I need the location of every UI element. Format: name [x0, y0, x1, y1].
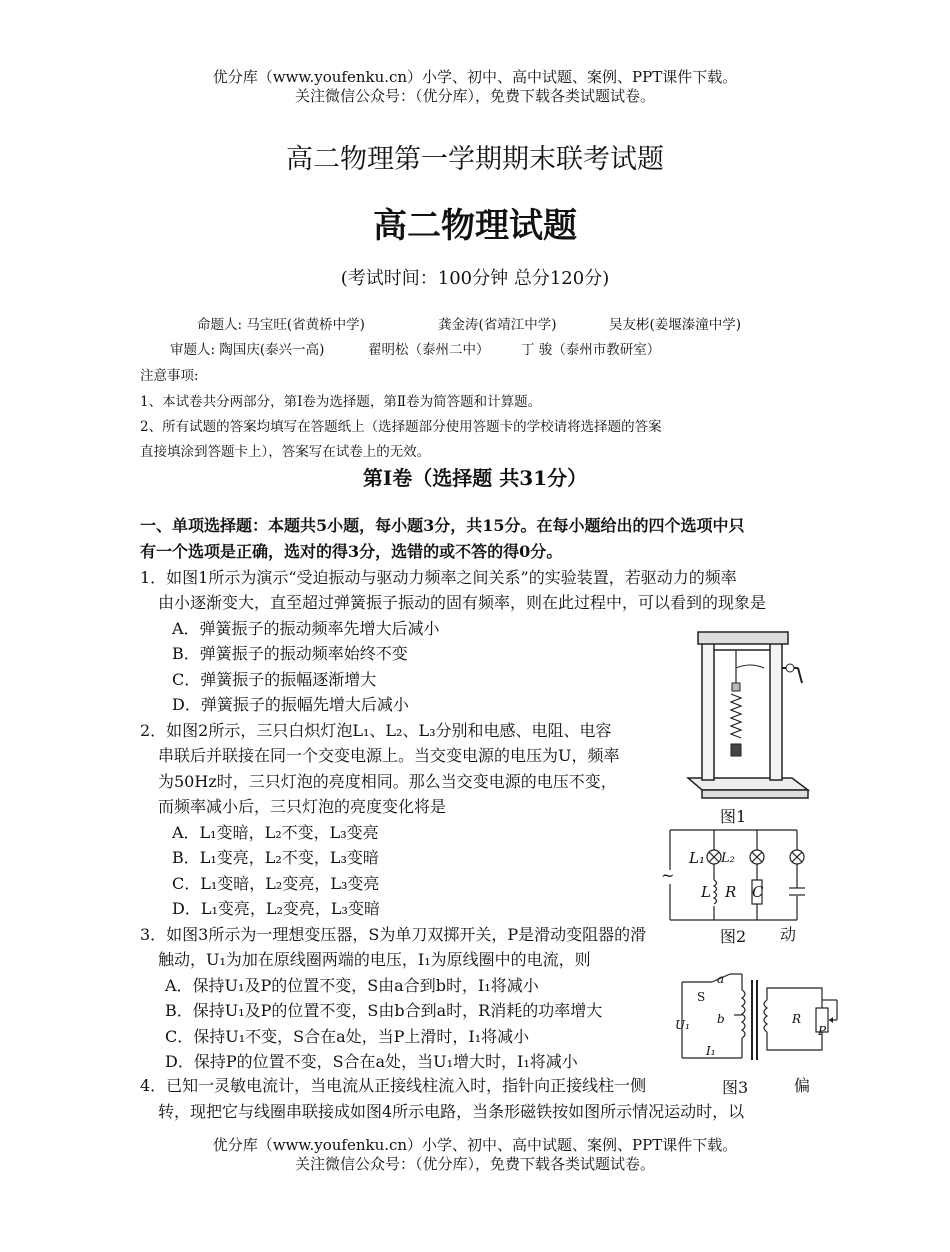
author-1: 命题人: 马宝旺(省黄桥中学)	[197, 317, 365, 333]
q1-option-a: A．弹簧振子的振动频率先增大后减小	[172, 619, 440, 638]
figure-3-transformer	[672, 970, 842, 1070]
figure-1-caption: 图1	[720, 807, 747, 826]
fig3-label-r: R	[792, 1012, 802, 1026]
figure-2-caption: 图2	[720, 927, 747, 946]
q1-option-b: B．弹簧振子的振动频率始终不变	[172, 644, 408, 663]
author-3: 吴友彬(姜堰溱潼中学)	[609, 317, 742, 333]
exam-info: (考试时间：100分钟 总分120分)	[340, 268, 610, 289]
footer-line-1: 优分库（www.youfenku.cn）小学、初中、高中试题、案例、PPT课件下载。	[212, 1136, 738, 1154]
fig2-label-c: C	[752, 883, 764, 901]
main-title: 高二物理第一学期期末联考试题	[286, 144, 664, 175]
q4-line-1-tail: 偏	[794, 1076, 811, 1095]
q3-option-a: A．保持U₁及P的位置不变，S由a合到b时，I₁将减小	[165, 976, 539, 995]
sub-title: 高二物理试题	[373, 206, 577, 246]
reviewer-2: 翟明松（泰州二中）	[368, 342, 490, 358]
q1-option-d: D．弹簧振子的振幅先增大后减小	[172, 695, 409, 714]
fig3-label-s: S	[697, 990, 706, 1004]
fig3-label-u1: U₁	[675, 1018, 690, 1032]
q2-option-d: D．L₁变亮，L₂变亮，L₃变暗	[172, 899, 380, 918]
q3-line-1-tail: 动	[780, 925, 797, 944]
q3-option-b: B．保持U₁及P的位置不变，S由b合到a时，R消耗的功率增大	[165, 1001, 603, 1020]
reviewer-3: 丁 骏（泰州市教研室）	[521, 342, 661, 358]
part1-line-1: 一、单项选择题：本题共5小题，每小题3分，共15分。在每小题给出的四个选项中只	[140, 516, 745, 535]
q2-line-3: 为50Hz时，三只灯泡的亮度相同。那么当交变电源的电压不变，	[158, 772, 617, 791]
q2-line-1: 2．如图2所示，三只白炽灯泡L₁、L₂、L₃分别和电感、电阻、电容	[140, 721, 612, 740]
q4-line-1: 4．已知一灵敏电流计，当电流从正接线柱流入时，指针向正接线柱一侧	[140, 1076, 647, 1095]
fig2-label-r: R	[725, 883, 737, 901]
figure-1-apparatus	[680, 628, 815, 803]
q2-option-b: B．L₁变亮，L₂不变，L₃变暗	[172, 848, 379, 867]
q2-line-2: 串联后并联接在同一个交变电源上。当交变电源的电压为U，频率	[158, 746, 620, 765]
fig3-label-p: P	[818, 1024, 827, 1038]
header-line-1: 优分库（www.youfenku.cn）小学、初中、高中试题、案例、PPT课件下载。	[212, 68, 738, 86]
section-title: 第Ⅰ卷（选择题 共31分）	[362, 466, 588, 490]
fig3-label-i1: I₁	[706, 1044, 716, 1058]
author-2: 龚金涛(省靖江中学)	[438, 317, 557, 333]
q1-line-2: 由小逐渐变大，直至超过弹簧振子振动的固有频率，则在此过程中，可以看到的现象是	[158, 593, 767, 612]
q3-option-c: C．保持U₁不变，S合在a处，当P上滑时，I₁将减小	[165, 1027, 530, 1046]
note-1: 1、本试卷共分两部分，第Ⅰ卷为选择题，第Ⅱ卷为简答题和计算题。	[140, 394, 542, 410]
q3-line-2: 触动，U₁为加在原线圈两端的电压，I₁为原线圈中的电流，则	[158, 950, 591, 969]
q2-option-c: C．L₁变暗，L₂变亮，L₃变亮	[172, 874, 380, 893]
fig3-label-a: a	[717, 972, 725, 986]
figure-3-caption: 图3	[722, 1078, 749, 1097]
fig2-label-l2: L₂	[721, 851, 735, 866]
q2-line-4: 而频率减小后，三只灯泡的亮度变化将是	[158, 797, 447, 816]
header-line-2: 关注微信公众号：（优分库），免费下载各类试题试卷。	[294, 87, 655, 105]
part1-line-2: 有一个选项是正确，选对的得3分，选错的或不答的得0分。	[140, 542, 563, 561]
q1-option-c: C．弹簧振子的振幅逐渐增大	[172, 670, 377, 689]
q1-line-1: 1．如图1所示为演示“受迫振动与驱动力频率之间关系”的实验装置，若驱动力的频率	[140, 568, 737, 587]
fig2-label-l: L	[701, 883, 711, 901]
fig2-label-l1: L₁	[689, 849, 705, 867]
q3-option-d: D．保持P的位置不变，S合在a处，当U₁增大时，I₁将减小	[165, 1052, 578, 1071]
note-2a: 2、所有试题的答案均填写在答题纸上（选择题部分使用答题卡的学校请将选择题的答案	[140, 419, 662, 435]
notes-heading: 注意事项:	[140, 368, 199, 384]
note-2b: 直接填涂到答题卡上），答案写在试卷上的无效。	[140, 444, 431, 460]
footer-line-2: 关注微信公众号：（优分库），免费下载各类试题试卷。	[294, 1155, 655, 1173]
q2-option-a: A．L₁变暗，L₂不变，L₃变亮	[172, 823, 379, 842]
reviewer-1: 审题人: 陶国庆(泰兴一高)	[170, 342, 325, 358]
fig3-label-b: b	[717, 1012, 725, 1026]
q3-line-1: 3．如图3所示为一理想变压器，S为单刀双掷开关，P是滑动变阻器的滑	[140, 925, 647, 944]
figure-2-circuit	[662, 828, 822, 923]
fig2-ac-symbol: ~	[661, 866, 675, 885]
q4-line-2: 转，现把它与线圈串联接成如图4所示电路，当条形磁铁按如图所示情况运动时，以	[158, 1102, 745, 1121]
